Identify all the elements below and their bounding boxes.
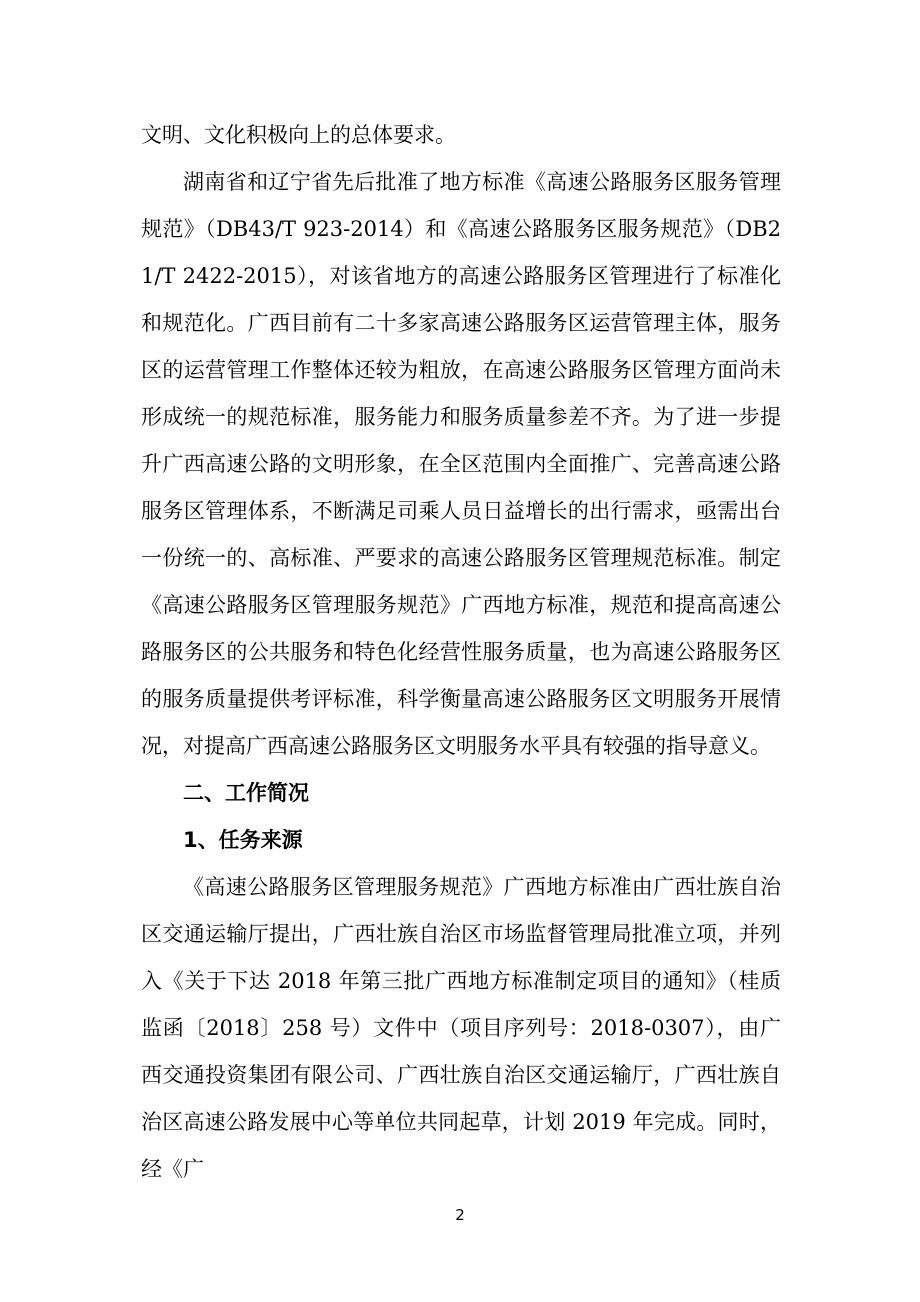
section-heading-work-overview: 二、工作简况 — [183, 781, 309, 805]
paragraph-task-source: 《高速公路服务区管理服务规范》广西地方标准由广西壮族自治区交通运输厅提出，广西壮族自治区市场监督管理局批准立项，并列入《关于下达 2018 年第三批广西地方标准制定项目的通知》（桂质监函〔2018〕258 号）文件中（项目序列号：2018-0307），由广西交通投资集团有限公司、广西壮族自治区交通运输厅，广西壮族自治区高速公路发展中心等单位共同起草，计划 2019 年完成。同时，经《广 — [141, 875, 781, 1181]
paragraph-background: 湖南省和辽宁省先后批准了地方标准《高速公路服务区服务管理规范》（DB43/T 923-2014）和《高速公路服务区服务规范》（DB21/T 2422-2015），对该省地方的高速公路服务区管理进行了标准化和规范化。广西目前有二十多家高速公路服务区运营管理主体，服务区的运营管理工作整体还较为粗放，在高速公路服务区管理方面尚未形成统一的规范标准，服务能力和服务质量参差不齐。为了进一步提升广西高速公路的文明形象，在全区范围内全面推广、完善高速公路服务区管理体系，不断满足司乘人员日益增长的出行需求，亟需出台一份统一的、高标准、严要求的高速公路服务区管理规范标准。制定《高速公路服务区管理服务规范》广西地方标准，规范和提高高速公路服务区的公共服务和特色化经营性服务质量，也为高速公路服务区的服务质量提供考评标准，科学衡量高速公路服务区文明服务开展情况，对提高广西高速公路服务区文明服务水平具有较强的指导意义。 — [141, 170, 781, 758]
document-body — [141, 112, 781, 1193]
subsection-heading-task-source: 1、任务来源 — [183, 828, 303, 852]
page-number: 2 — [455, 1206, 465, 1224]
paragraph-continuation: 文明、文化积极向上的总体要求。 — [141, 123, 456, 147]
